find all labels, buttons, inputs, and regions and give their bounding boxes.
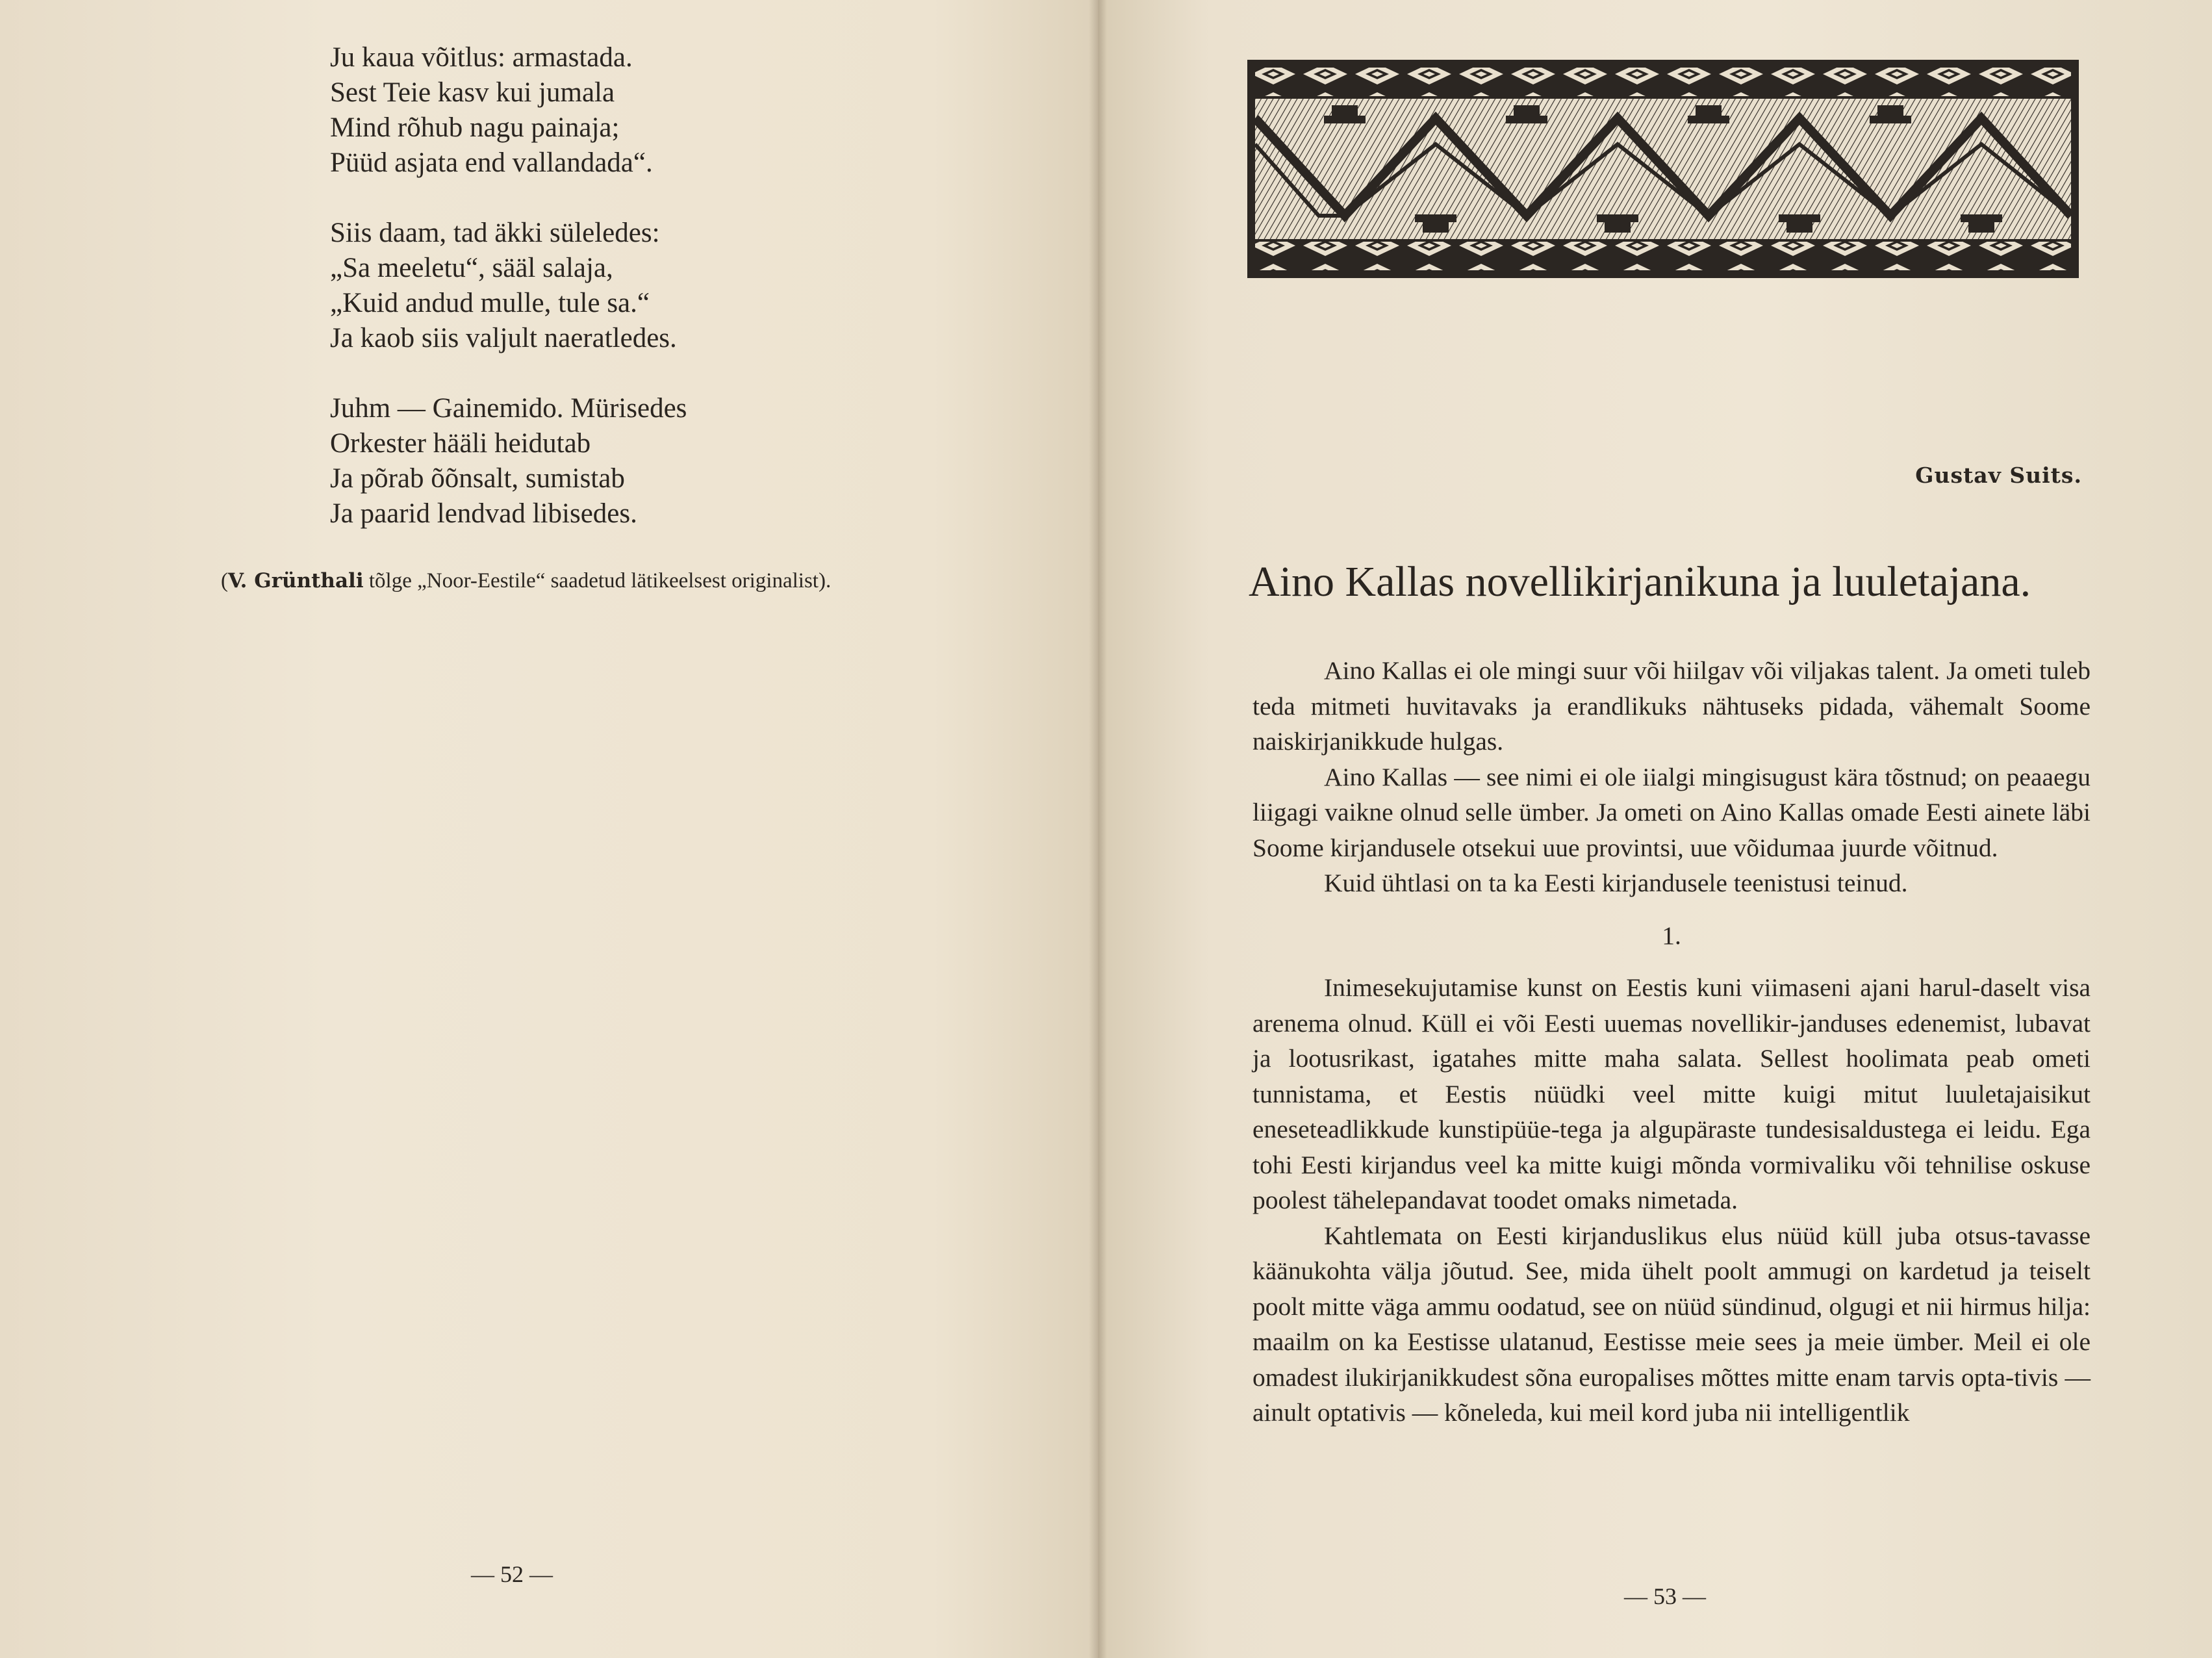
poem-line: Juhm — Gainemido. Mürisedes [330, 393, 687, 424]
bleed-through-text [624, 637, 960, 777]
poem-line: Mind rõhub nagu painaja; [330, 112, 620, 143]
poem-stanza [330, 216, 687, 356]
attribution-text: tõlge „Noor-Eestile“ saadetud lätikeelsest originalist). [363, 569, 832, 593]
poem-stanza [330, 391, 687, 531]
poem-stanza [330, 40, 687, 181]
paragraph: Kuid ühtlasi on ta ka Eesti kirjandusele teenistusi teinud. [1324, 869, 1908, 897]
poem-line: Ju kaua võitlus: armastada. [330, 42, 633, 73]
translator-name: V. Grünthali [228, 569, 364, 593]
poem-line: Orkester hääli heidutab [330, 428, 591, 459]
paragraph: Aino Kallas — see nimi ei ole iialgi mingisugust kära tõstnud; on peaaegu liigagi vaikne olnud selle ümber. Ja ometi on Aino Kallas omade Eesti ainete läbi Soome kirjandusele otsekui uue provintsi, uue võidumaa juurde võitnud. [1252, 762, 2091, 862]
page-number-right: — 53 — [1624, 1583, 1706, 1609]
poem [330, 40, 687, 567]
section-number: 1. [1662, 921, 1681, 950]
poem-line: „Kuid andud mulle, tule sa.“ [330, 288, 650, 318]
book-gutter [1089, 0, 1107, 1658]
poem-line: Siis daam, tad äkki süleledes: [330, 218, 660, 248]
left-page [0, 0, 1098, 1658]
poem-line: „Sa meeletu“, sääl salaja, [330, 253, 613, 283]
ornamental-banner [1247, 60, 2079, 278]
paragraph: Inimesekujutamise kunst on Eestis kuni viimaseni ajani harul-daselt visa arenema olnud. Küll ei või Eesti uuemas novellikir-janduses edenemist, lubavat ja lootusrikast, igatahes mitte maha salata. Sellest hoolimata peab ometi tunnistama, et Eestis nüüdki veel mitte kuigi mitut luuletajaisikut eneseteadlikkude kunstipüüe-tega ja algupäraste tundesisaldustega ei leidu. Ega tohi Eesti kirjandus veel ka mitte kuigi mõnda vormivaliku või tehnilise oskuse poolest tähelepandavat toodet omaks nimetada. [1252, 973, 2091, 1214]
article-title: Aino Kallas novellikirjanikuna ja luuletajana. [1249, 558, 2031, 606]
poem-line: Ja paarid lendvad libisedes. [330, 498, 637, 529]
article-body [1252, 653, 2091, 1431]
author-signature: Gustav Suits. [1915, 463, 2082, 488]
poem-line: Sest Teie kasv kui jumala [330, 77, 615, 108]
attribution-open: ( [221, 569, 228, 593]
poem-line: Ja põrab õõnsalt, sumistab [330, 463, 625, 494]
translation-attribution [221, 569, 831, 593]
page-number-left: — 52 — [471, 1561, 553, 1587]
poem-line: Ja kaob siis valjult naeratledes. [330, 323, 677, 353]
paragraph: Aino Kallas ei ole mingi suur või hiilgav või viljakas talent. Ja ometi tuleb teda mitmeti huvitavaks ja erandlikuks nähtuseks pidada, vähemalt Soome naiskirjanikkude hulgas. [1252, 656, 2091, 756]
paragraph: Kahtlemata on Eesti kirjanduslikus elus nüüd küll juba otsus-tavasse käänukohta välja jõutud. See, mida ühelt poolt ammugi on kardetud ja teiselt poolt mitte väga ammu oodatud, see on nüüd sündinud, olgugi et nii hirmus hilja: maailm on ka Eestisse ulatanud, Eestisse meie sees ja meie ümber. Meil ei ole omadest ilukirjanikkudest sõna europalises mõttes mitte enam tarvis opta-tivis — ainult optativis — kõneleda, kui meil kord juba nii intelligentlik [1252, 1221, 2091, 1427]
poem-line: Püüd asjata end vallandada“. [330, 147, 653, 178]
